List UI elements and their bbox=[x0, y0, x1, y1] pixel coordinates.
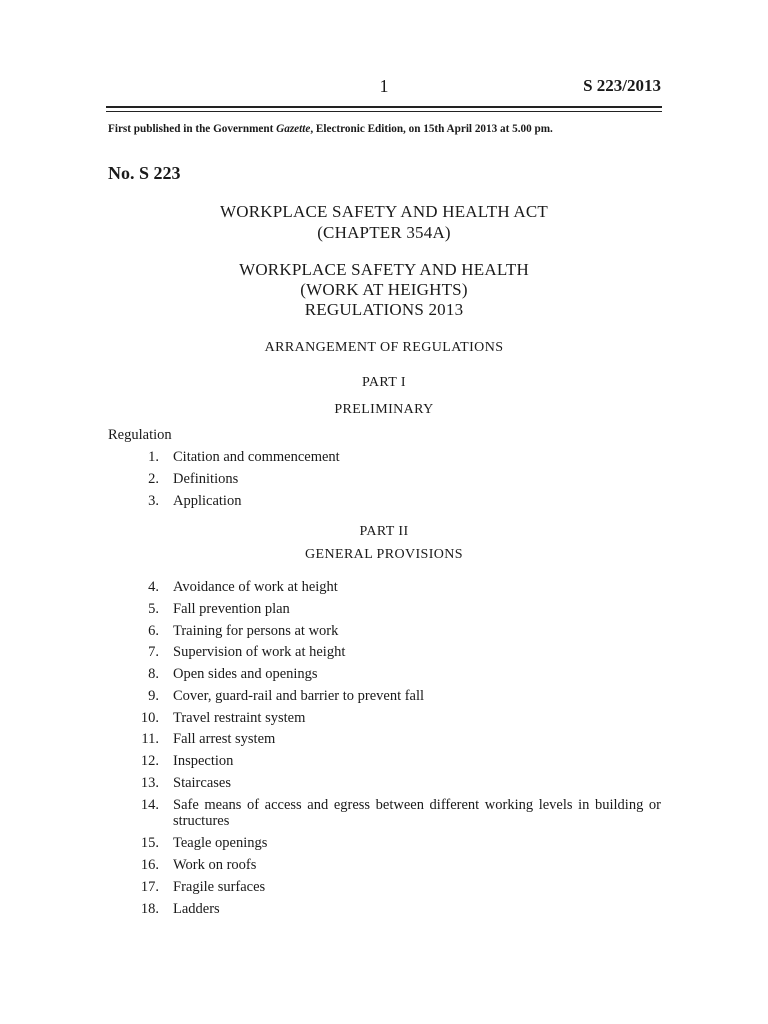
toc-item-text: Fall prevention plan bbox=[173, 601, 290, 617]
header-rule-thick bbox=[106, 106, 662, 108]
toc-item-number: 2. bbox=[148, 471, 159, 487]
toc-item-text: Avoidance of work at height bbox=[173, 579, 338, 595]
page-number: 1 bbox=[379, 76, 389, 96]
part-2-label: PART II bbox=[359, 524, 409, 539]
toc-item-number: 17. bbox=[140, 879, 159, 895]
publication-note-before: First published in the Government bbox=[108, 123, 277, 135]
toc-item-number: 12. bbox=[140, 753, 159, 769]
toc-item-text: Travel restraint system bbox=[173, 710, 306, 726]
toc-item-number: 13. bbox=[140, 775, 159, 791]
toc-item-number: 7. bbox=[148, 644, 159, 660]
toc-item-number: 15. bbox=[140, 835, 159, 851]
toc-item-text: Open sides and openings bbox=[173, 666, 318, 682]
toc-item-text: Fall arrest system bbox=[173, 731, 276, 747]
arrangement-heading: ARRANGEMENT OF REGULATIONS bbox=[264, 340, 504, 355]
toc-item-number: 14. bbox=[140, 797, 159, 813]
publication-note-after: , Electronic Edition, on 15th April 2013 at 5.00 pm. bbox=[310, 123, 553, 135]
toc-item-number: 1. bbox=[148, 449, 159, 465]
publication-note-gazette: Gazette bbox=[276, 123, 311, 135]
toc-item-text: Work on roofs bbox=[173, 857, 257, 873]
publication-note bbox=[108, 123, 553, 135]
toc-item-text: Staircases bbox=[173, 775, 231, 791]
toc-item-text: Cover, guard-rail and barrier to prevent fall bbox=[173, 688, 425, 704]
toc-item-number: 11. bbox=[141, 731, 159, 747]
act-title-line2: (CHAPTER 354A) bbox=[317, 223, 451, 242]
toc-item-number: 9. bbox=[148, 688, 159, 704]
toc-item-text: Definitions bbox=[173, 471, 239, 487]
regulations-title bbox=[0, 260, 768, 320]
toc-item-number: 6. bbox=[148, 623, 159, 639]
gazette-reference: S 223/2013 bbox=[583, 76, 661, 95]
part-2-title: GENERAL PROVISIONS bbox=[305, 547, 463, 562]
regulation-column-label: Regulation bbox=[108, 427, 172, 443]
part-1-title: PRELIMINARY bbox=[334, 402, 434, 417]
toc-item-number: 5. bbox=[148, 601, 159, 617]
toc-item-text: Training for persons at work bbox=[173, 623, 339, 639]
regulations-title-line1: WORKPLACE SAFETY AND HEALTH bbox=[239, 260, 529, 279]
toc-item-text: Fragile surfaces bbox=[173, 879, 266, 895]
s-number: No. S 223 bbox=[108, 163, 181, 183]
regulations-title-line2: (WORK AT HEIGHTS) bbox=[300, 280, 468, 299]
toc-item-text: Teagle openings bbox=[173, 835, 268, 851]
toc-item-number: 10. bbox=[140, 710, 159, 726]
regulations-title-line3: REGULATIONS 2013 bbox=[304, 300, 464, 319]
act-title bbox=[0, 201, 768, 243]
toc-item-number: 16. bbox=[140, 857, 159, 873]
act-title-line1: WORKPLACE SAFETY AND HEALTH ACT bbox=[220, 202, 548, 221]
part-1-label: PART I bbox=[362, 375, 406, 390]
toc-item-text: Ladders bbox=[173, 901, 220, 917]
toc-item-text: Supervision of work at height bbox=[173, 644, 346, 660]
toc-item-number: 18. bbox=[140, 901, 159, 917]
toc-item-number: 4. bbox=[148, 579, 159, 595]
toc-item-number: 3. bbox=[148, 493, 159, 509]
toc-item-text: Application bbox=[173, 493, 242, 509]
header-rule-thin bbox=[106, 111, 662, 112]
toc-item-text: Inspection bbox=[173, 753, 234, 769]
toc-item-number: 8. bbox=[148, 666, 159, 682]
toc-item-text: Citation and commencement bbox=[173, 449, 340, 465]
toc-item-text: Safe means of access and egress between different working levels in building or structures bbox=[173, 797, 661, 829]
